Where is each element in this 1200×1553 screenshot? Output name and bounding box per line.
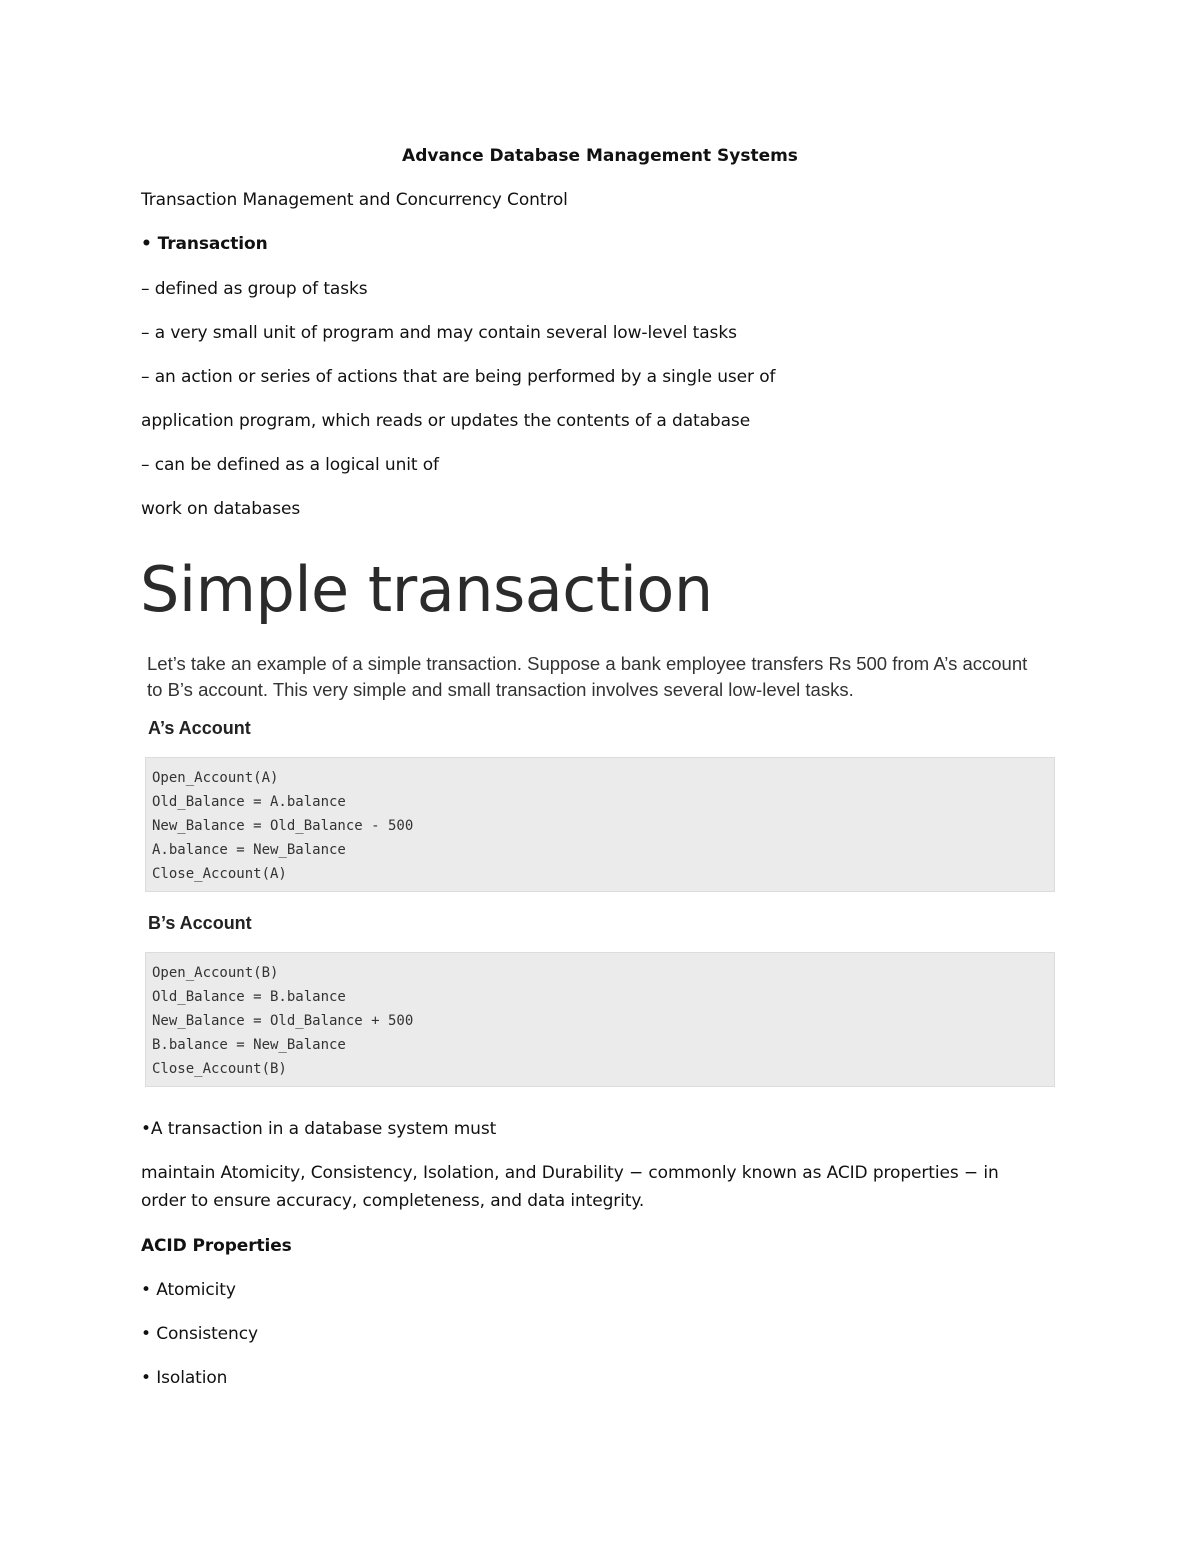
code-line: New_Balance = Old_Balance + 500	[152, 1013, 414, 1029]
acid-intro-line: maintain Atomicity, Consistency, Isolation, and Durability − commonly known as ACID properties − in	[141, 1163, 999, 1183]
code-line: Old_Balance = B.balance	[152, 989, 346, 1005]
code-line: B.balance = New_Balance	[152, 1037, 346, 1053]
transaction-line: – can be defined as a logical unit of	[141, 455, 439, 475]
code-line: Old_Balance = A.balance	[152, 794, 346, 810]
example-paragraph	[147, 651, 1067, 703]
document-subtitle: Transaction Management and Concurrency Control	[141, 190, 568, 210]
b-account-code-block	[145, 952, 1055, 1087]
document-title: Advance Database Management Systems	[402, 146, 798, 166]
code-line: Close_Account(A)	[152, 866, 287, 882]
acid-item: • Consistency	[141, 1324, 258, 1344]
acid-intro-line: order to ensure accuracy, completeness, and data integrity.	[141, 1191, 645, 1211]
transaction-line: application program, which reads or updates the contents of a database	[141, 411, 751, 431]
acid-item: • Isolation	[141, 1368, 228, 1388]
transaction-line: – a very small unit of program and may contain several low-level tasks	[141, 323, 737, 343]
transaction-line: work on databases	[141, 499, 301, 519]
transaction-line: – an action or series of actions that are being performed by a single user of	[141, 367, 776, 387]
acid-item: • Atomicity	[141, 1280, 236, 1300]
transaction-heading: • Transaction	[141, 234, 268, 254]
simple-transaction-heading: Simple transaction	[140, 553, 713, 626]
code-line: Open_Account(B)	[152, 965, 279, 981]
code-line: A.balance = New_Balance	[152, 842, 346, 858]
a-account-code-block	[145, 757, 1055, 892]
example-paragraph-line: to B’s account. This very simple and small transaction involves several low-level tasks.	[147, 679, 854, 700]
code-line: Open_Account(A)	[152, 770, 279, 786]
acid-properties-heading: ACID Properties	[141, 1236, 292, 1256]
example-paragraph-line: Let’s take an example of a simple transaction. Suppose a bank employee transfers Rs 500 from A’s account	[147, 653, 1028, 674]
acid-intro-line: •A transaction in a database system must	[141, 1119, 497, 1139]
a-account-heading: A’s Account	[148, 718, 251, 738]
transaction-line: – defined as group of tasks	[141, 279, 368, 299]
b-account-heading: B’s Account	[148, 913, 252, 933]
code-line: Close_Account(B)	[152, 1061, 287, 1077]
code-line: New_Balance = Old_Balance - 500	[152, 818, 414, 834]
